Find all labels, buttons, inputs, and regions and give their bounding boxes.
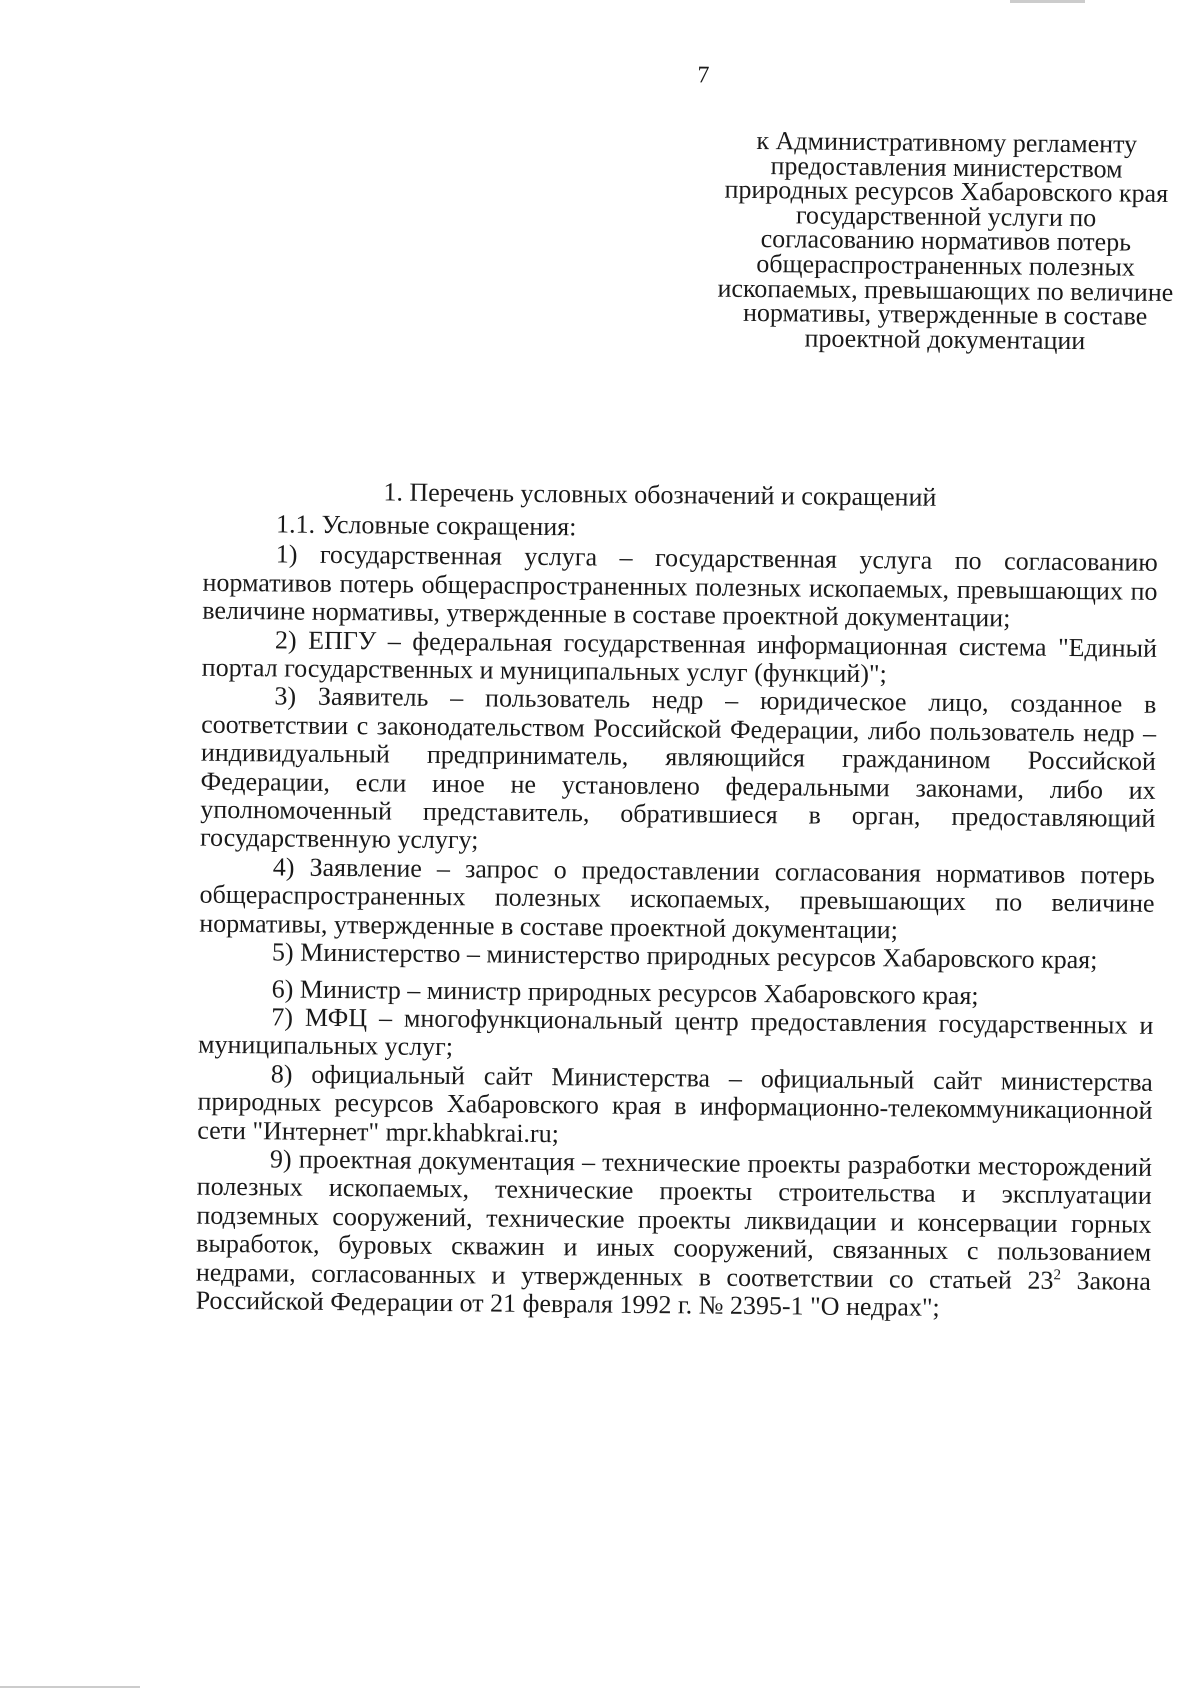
list-item: 3) Заявитель – пользователь недр – юридическое лицо, созданное в соответствии с законодательством Российской Федерации, либо пользователь недр – индивидуальный предприниматель, являющийся гражданином Российской Федерации, если иное не установлено федеральными законами, либо их уполномоченный представитель, обратившиеся в орган, предоставляющий государственную услугу;	[199, 681, 1157, 855]
section-title: 1. Перечень условных обозначений и сокращений	[383, 477, 937, 512]
list-item: 8) официальный сайт Министерства – официальный сайт министерства природных ресурсов Хабаровского края в информационно-телекоммуникационной сети "Интернет" mpr.khabkrai.ru;	[197, 1059, 1153, 1148]
list-item: 1) государственная услуга – государственная услуга по согласованию нормативов потерь общераспространенных полезных ископаемых, превышающих по величине нормативы, утвержденные в составе проектной документации;	[202, 539, 1158, 633]
item9-text-end: Закона Российской Федерации от 21 февраля 1992 г. № 2395-1 "О недрах";	[195, 1265, 1152, 1322]
list-item	[196, 1145, 1153, 1325]
list-item: 4) Заявление – запрос о предоставлении согласования нормативов потерь общераспространенных полезных ископаемых, превышающих по величине нормативы, утвержденные в составе проектной документации;	[199, 852, 1155, 945]
list-item: 5) Министерство – министерство природных ресурсов Хабаровского края;	[271, 937, 1098, 975]
list-item: 7) МФЦ – многофункциональный центр предоставления государственных и муниципальных услуг;	[197, 1002, 1154, 1062]
document-body	[196, 510, 1159, 1325]
list-item: 6) Министр – министр природных ресурсов Хабаровского края;	[271, 973, 979, 1010]
approval-block: к Административному регламенту предоставления министерством природных ресурсов Хабаровского края государственной услуги по согласованию нормативов потерь общераспространенных полезных ископаемых, превышающих по величине нормативы, утвержденные в составе проектной документации	[717, 125, 1174, 355]
item9-text: 9) проектная документация – технические проекты разработки месторождений полезных ископаемых, технические проекты строительства и эксплуатации подземных сооружений, технические проекты ликвидации и консервации горных выработок, буровых скважин и иных сооружений, связанных с пользованием недрами, согласованных и утвержденных в соответствии со статьей 23	[195, 1144, 1153, 1295]
list-item: 2) ЕПГУ – федеральная государственная информационная система "Единый портал государственных и муниципальных услуг (функций)";	[201, 625, 1158, 689]
page-number: 7	[697, 62, 710, 89]
scan-artifact	[0, 1686, 140, 1688]
superscript: 2	[1053, 1266, 1062, 1283]
subsection-title: 1.1. Условные сокращения:	[275, 509, 577, 542]
scan-artifact	[1010, 0, 1085, 3]
